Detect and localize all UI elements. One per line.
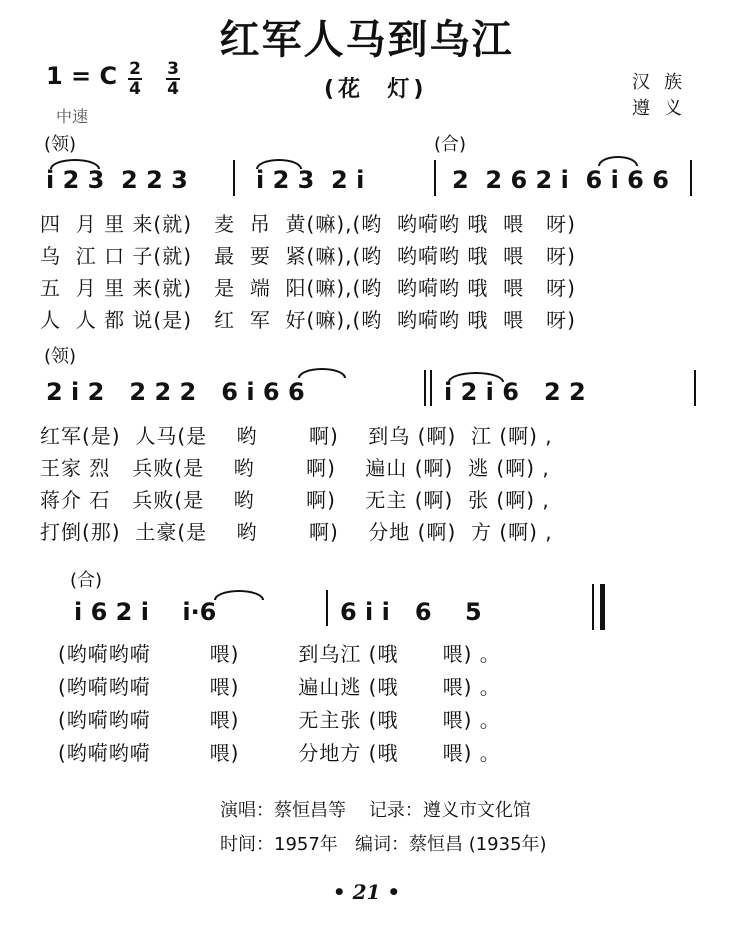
lyric-line: 乌 江 口 子(就) 最 要 紧(嘛),(哟 哟嗬哟 哦 喂 呀): [40, 244, 576, 268]
tempo-marking: 中速: [56, 107, 89, 126]
lyric-line: 红军(是) 人马(是 哟 啊) 到乌 (啊) 江 (啊) ,: [40, 424, 553, 448]
lyric-line: (哟嗬哟嗬 喂) 到乌江 (哦 喂) 。: [58, 642, 501, 666]
barline: [434, 160, 436, 196]
barline: [690, 160, 692, 196]
key-signature: 1 = C: [46, 62, 118, 90]
barline: [233, 160, 235, 196]
song-genre: (花 灯): [324, 77, 428, 102]
barline: [424, 370, 426, 406]
notation-measure: i 2 i 6 2 2: [444, 378, 586, 406]
time-signature-3-4: 3 4: [167, 59, 179, 99]
lyric-line: 打倒(那) 土豪(是 哟 啊) 分地 (啊) 方 (啊) ,: [40, 520, 553, 544]
lyric-line: 五 月 里 来(就) 是 端 阳(嘛),(哟 哟嗬哟 哦 喂 呀): [40, 276, 576, 300]
notation-measure: 2 2 6 2 i 6 i 6 6: [452, 166, 669, 194]
lyric-line: (哟嗬哟嗬 喂) 遍山逃 (哦 喂) 。: [58, 675, 501, 699]
triplet-bracket: [598, 156, 638, 166]
origin-place: 遵义: [632, 98, 696, 119]
final-barline-thick: [600, 584, 605, 630]
barline: [326, 590, 328, 626]
notation-measure: i 2 3 2 i: [256, 166, 365, 194]
origin-ethnicity: 汉族: [632, 72, 696, 93]
time-signature-2-4: 2 4: [129, 59, 141, 99]
part-label-chorus: (合): [434, 134, 467, 155]
lyric-line: 蒋介 石 兵败(是 哟 啊) 无主 (啊) 张 (啊) ,: [40, 488, 550, 512]
part-label-lead: (领): [44, 346, 77, 367]
lyric-line: 四 月 里 来(就) 麦 吊 黄(嘛),(哟 哟嗬哟 哦 喂 呀): [40, 212, 576, 236]
date-lyricist-credit: 时间：1957年 编词：蔡恒昌 (1935年): [220, 834, 547, 855]
part-label-lead: (领): [44, 134, 77, 155]
barline: [430, 370, 432, 406]
part-label-chorus: (合): [70, 570, 103, 591]
barline: [694, 370, 696, 406]
lyric-line: (哟嗬哟嗬 喂) 无主张 (哦 喂) 。: [58, 708, 501, 732]
notation-measure: i 2 3 2 2 3: [46, 166, 188, 194]
lyric-line: (哟嗬哟嗬 喂) 分地方 (哦 喂) 。: [58, 741, 501, 765]
notation-measure: 6 i i 6 5: [340, 598, 482, 626]
lyric-line: 王家 烈 兵败(是 哟 啊) 遍山 (啊) 逃 (啊) ,: [40, 456, 550, 480]
page-number: • 21 •: [332, 880, 401, 904]
slur: [214, 590, 264, 600]
song-title: 红军人马到乌江: [219, 17, 514, 63]
notation-measure: i 6 2 i i·6: [74, 598, 217, 626]
final-barline-thin: [592, 584, 594, 630]
triplet-bracket: [298, 368, 346, 378]
notation-measure: 2 i 2 2 2 2 6 i 6 6: [46, 378, 305, 406]
performer-recorder-credit: 演唱：蔡恒昌等 记录：遵义市文化馆: [220, 800, 531, 821]
lyric-line: 人 人 都 说(是) 红 军 好(嘛),(哟 哟嗬哟 哦 喂 呀): [40, 308, 576, 332]
